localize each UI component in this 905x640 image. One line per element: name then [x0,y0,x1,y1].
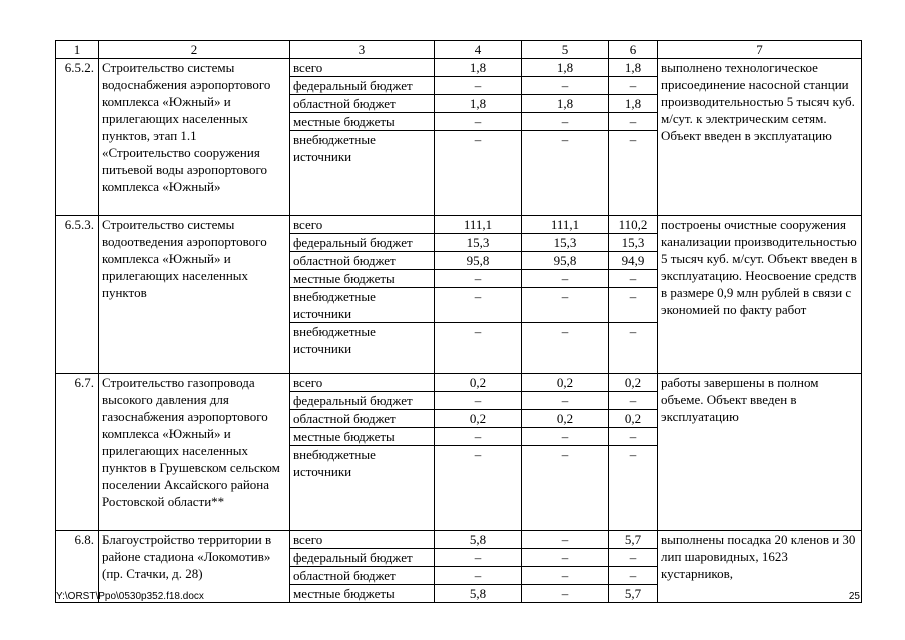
amount-cell: – [609,567,658,585]
amount-cell: 0,2 [609,410,658,428]
amount-cell: – [522,446,609,531]
amount-cell: – [609,77,658,95]
amount-cell: 1,8 [522,95,609,113]
amount-cell: – [609,323,658,374]
amount-cell: – [435,567,522,585]
header-cell: 4 [435,41,522,59]
funding-source: всего [290,374,435,392]
amount-cell: 0,2 [522,374,609,392]
amount-cell: 1,8 [522,59,609,77]
funding-source: внебюджетные источники [290,446,435,531]
funding-source: всего [290,59,435,77]
amount-cell: – [522,392,609,410]
funding-source: областной бюджет [290,95,435,113]
table-row [56,59,862,77]
amount-cell: – [435,113,522,131]
amount-cell: 0,2 [609,374,658,392]
funding-source: федеральный бюджет [290,234,435,252]
amount-cell: 95,8 [522,252,609,270]
result-note: построены очистные сооружения канализации производительностью 5 тысяч куб. м/сут. Объект введен в эксплуатацию. Неосвоение средств в размере 0,9 млн рублей в связи с экономией по факту работ [658,216,862,374]
funding-source: внебюджетные источники [290,131,435,216]
item-title: Строительство газопровода высокого давления для газоснабжения аэропортового комплекса «Южный» и прилегающих населенных пунктов в Грушевском сельском поселении Аксайского района Ростовской области** [99,374,290,531]
amount-cell: 5,7 [609,585,658,603]
funding-source: федеральный бюджет [290,77,435,95]
amount-cell: – [435,549,522,567]
amount-cell: 111,1 [435,216,522,234]
amount-cell: – [522,113,609,131]
header-cell: 1 [56,41,99,59]
amount-cell: – [609,428,658,446]
funding-source: всего [290,531,435,549]
funding-source: областной бюджет [290,567,435,585]
amount-cell: 15,3 [609,234,658,252]
amount-cell: 5,8 [435,531,522,549]
amount-cell: 110,2 [609,216,658,234]
amount-cell: – [609,113,658,131]
amount-cell: 111,1 [522,216,609,234]
funding-source: областной бюджет [290,410,435,428]
amount-cell: 15,3 [522,234,609,252]
item-title: Строительство системы водоснабжения аэропортового комплекса «Южный» и прилегающих населенных пунктов, этап 1.1 «Строительство сооружения питьевой воды аэропортового комплекса «Южный» [99,59,290,216]
funding-source: местные бюджеты [290,585,435,603]
row-number: 6.5.2. [56,59,99,216]
amount-cell: 5,8 [435,585,522,603]
amount-cell: 0,2 [435,410,522,428]
funding-source: местные бюджеты [290,428,435,446]
program-table [55,40,862,603]
amount-cell: 5,7 [609,531,658,549]
result-note: выполнено технологическое присоединение насосной станции производительностью 5 тысяч куб. м/сут. к электрическим сетям. Объект введен в эксплуатацию [658,59,862,216]
amount-cell: – [435,392,522,410]
amount-cell: – [609,131,658,216]
amount-cell: – [435,428,522,446]
amount-cell: 94,9 [609,252,658,270]
amount-cell: 1,8 [609,95,658,113]
amount-cell: – [435,131,522,216]
amount-cell: – [435,270,522,288]
amount-cell: – [522,549,609,567]
table-row [56,216,862,234]
amount-cell: 1,8 [609,59,658,77]
amount-cell: – [435,77,522,95]
funding-source: федеральный бюджет [290,549,435,567]
amount-cell: 0,2 [522,410,609,428]
amount-cell: – [609,549,658,567]
file-path: Y:\ORST\Ppo\0530p352.f18.docx [56,591,204,602]
amount-cell: 15,3 [435,234,522,252]
amount-cell: – [522,585,609,603]
amount-cell: – [522,288,609,323]
funding-source: федеральный бюджет [290,392,435,410]
amount-cell: – [609,288,658,323]
amount-cell: – [522,531,609,549]
header-cell: 3 [290,41,435,59]
row-number: 6.7. [56,374,99,531]
amount-cell: 1,8 [435,95,522,113]
funding-source: внебюджетные источники [290,323,435,374]
amount-cell: – [522,77,609,95]
amount-cell: 1,8 [435,59,522,77]
funding-source: областной бюджет [290,252,435,270]
header-cell: 6 [609,41,658,59]
table-row [56,374,862,392]
amount-cell: – [522,270,609,288]
row-number: 6.8. [56,531,99,603]
amount-cell: – [435,323,522,374]
result-note: выполнены посадка 20 кленов и 30 лип шаровидных, 1623 кустарников, [658,531,862,603]
amount-cell: – [522,428,609,446]
funding-source: внебюджетные источники [290,288,435,323]
item-title: Строительство системы водоотведения аэропортового комплекса «Южный» и прилегающих населенных пунктов [99,216,290,374]
amount-cell: – [609,446,658,531]
header-cell: 7 [658,41,862,59]
amount-cell: – [435,446,522,531]
result-note: работы завершены в полном объеме. Объект введен в эксплуатацию [658,374,862,531]
amount-cell: 0,2 [435,374,522,392]
header-cell: 5 [522,41,609,59]
amount-cell: – [435,288,522,323]
amount-cell: – [522,567,609,585]
amount-cell: – [609,392,658,410]
amount-cell: – [522,131,609,216]
funding-source: всего [290,216,435,234]
amount-cell: 95,8 [435,252,522,270]
row-number: 6.5.3. [56,216,99,374]
funding-source: местные бюджеты [290,113,435,131]
header-cell: 2 [99,41,290,59]
amount-cell: – [609,270,658,288]
funding-source: местные бюджеты [290,270,435,288]
item-title: Благоустройство территории в районе стадиона «Локомотив» (пр. Стачки, д. 28) [99,531,290,603]
header-row [56,41,862,59]
amount-cell: – [522,323,609,374]
page-number: 25 [848,591,860,602]
table-row [56,531,862,549]
